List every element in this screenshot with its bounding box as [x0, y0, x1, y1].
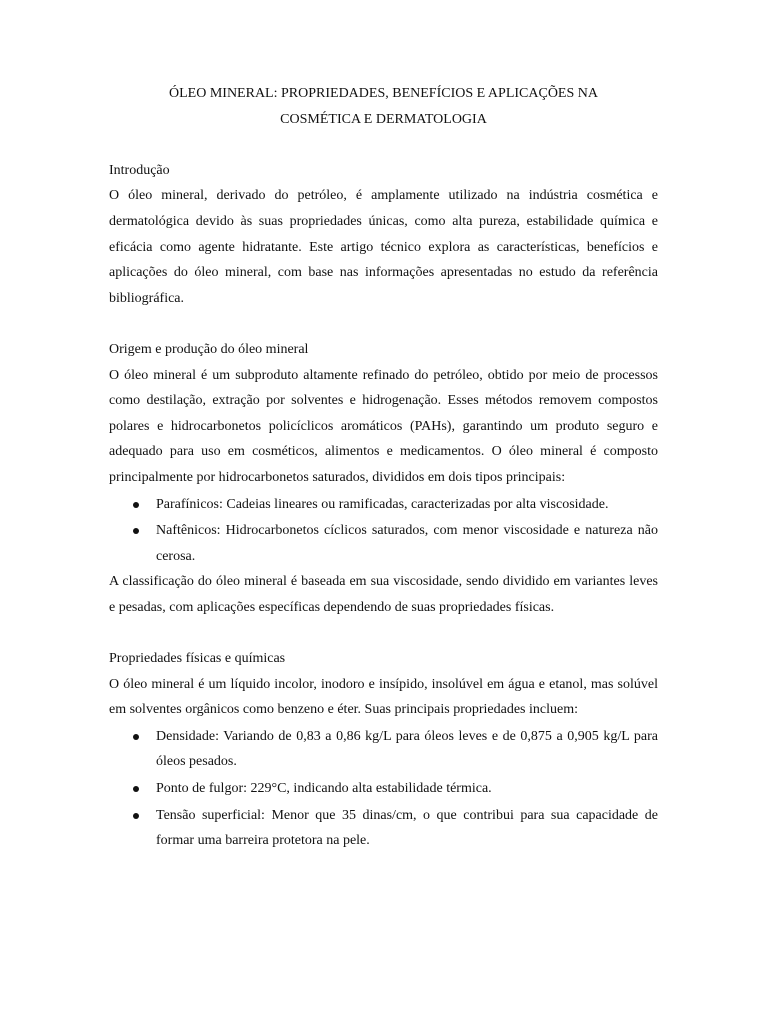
- list-item: Densidade: Variando de 0,83 a 0,86 kg/L para óleos leves e de 0,875 a 0,905 kg/L para óleos pesados.: [109, 724, 658, 775]
- section-introduction: [109, 158, 658, 312]
- document-title: [109, 81, 658, 132]
- origin-bullet-list: [109, 492, 658, 570]
- list-item: Tensão superficial: Menor que 35 dinas/cm, o que contribui para sua capacidade de formar uma barreira protetora na pele.: [109, 803, 658, 854]
- list-item: Ponto de fulgor: 229°C, indicando alta estabilidade térmica.: [109, 776, 658, 802]
- section-origin: [109, 337, 658, 621]
- origin-paragraph: O óleo mineral é um subproduto altamente refinado do petróleo, obtido por meio de processos como destilação, extração por solventes e hidrogenação. Esses métodos removem compostos polares e hidrocarbonetos policíclicos aromáticos (PAHs), garantindo um produto seguro e adequado para uso em cosméticos, alimentos e medicamentos. O óleo mineral é composto principalmente por hidrocarbonetos saturados, divididos em dois tipos principais:: [109, 367, 658, 485]
- properties-bullet-list: [109, 724, 658, 854]
- section-heading-properties: Propriedades físicas e químicas: [109, 651, 286, 667]
- title-line-2: COSMÉTICA E DERMATOLOGIA: [280, 111, 487, 127]
- document-page: [109, 81, 658, 854]
- list-item: Naftênicos: Hidrocarbonetos cíclicos saturados, com menor viscosidade e natureza não cerosa.: [109, 518, 658, 569]
- section-heading-origin: Origem e produção do óleo mineral: [109, 341, 309, 357]
- properties-paragraph: O óleo mineral é um líquido incolor, inodoro e insípido, insolúvel em água e etanol, mas solúvel em solventes orgânicos como benzeno e éter. Suas principais propriedades incluem:: [109, 676, 658, 718]
- list-item: Parafínicos: Cadeias lineares ou ramificadas, caracterizadas por alta viscosidade.: [109, 492, 658, 518]
- origin-closing-paragraph: A classificação do óleo mineral é baseada em sua viscosidade, sendo dividido em variantes leves e pesadas, com aplicações específicas dependendo de suas propriedades físicas.: [109, 574, 658, 615]
- section-properties: [109, 646, 658, 854]
- title-line-1: ÓLEO MINERAL: PROPRIEDADES, BENEFÍCIOS E APLICAÇÕES NA: [169, 86, 598, 101]
- introduction-paragraph: O óleo mineral, derivado do petróleo, é amplamente utilizado na indústria cosmética e dermatológica devido às suas propriedades únicas, como alta pureza, estabilidade química e eficácia como agente hidratante. Este artigo técnico explora as características, benefícios e aplicações do óleo mineral, com base nas informações apresentadas no estudo da referência bibliográfica.: [109, 188, 658, 306]
- section-heading-introduction: Introdução: [109, 162, 170, 178]
